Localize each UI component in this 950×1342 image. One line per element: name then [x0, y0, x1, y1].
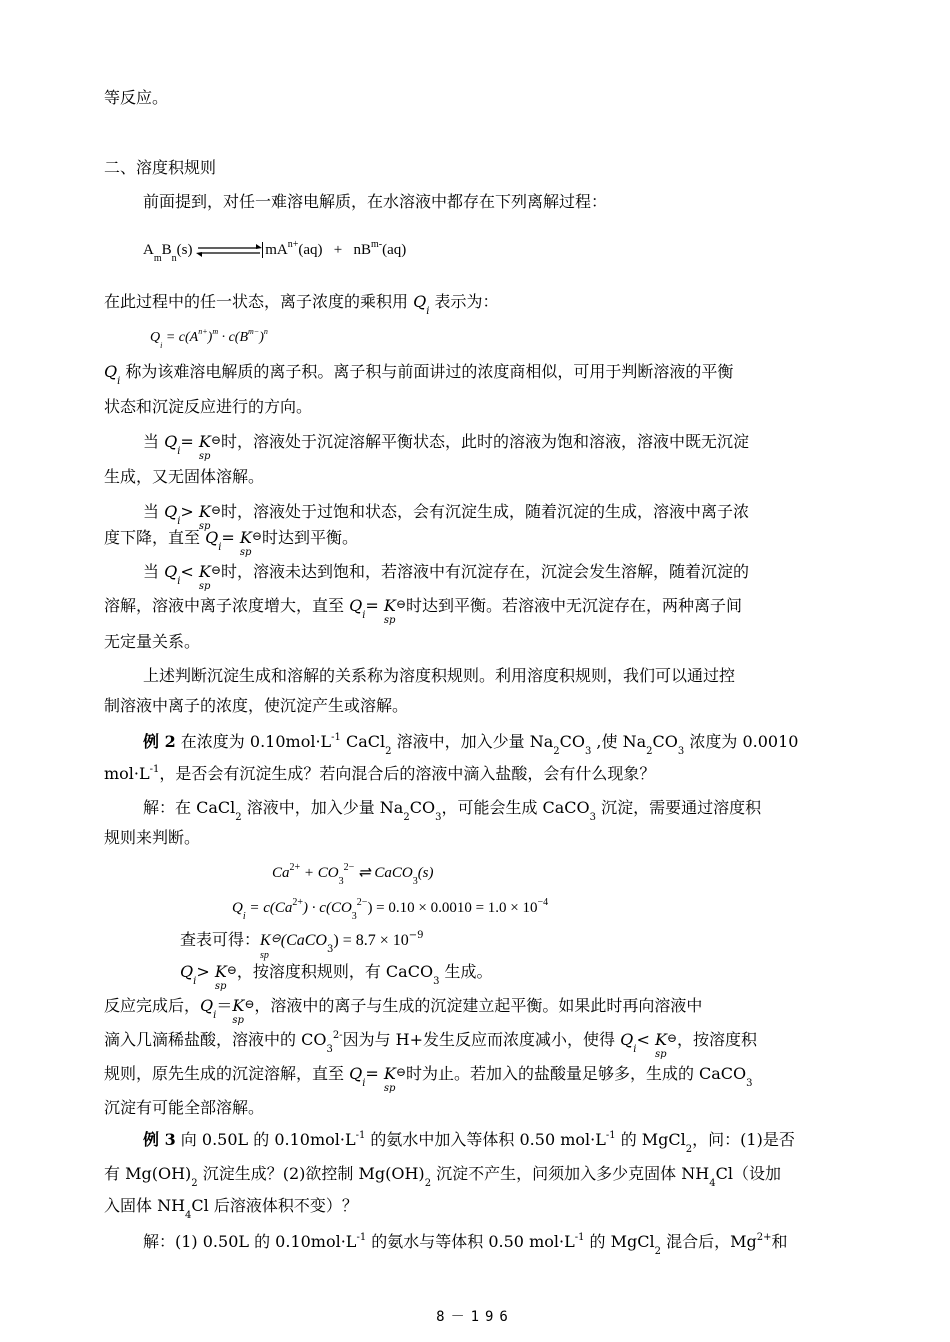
- text-line: 滴入几滴稀盐酸，溶液中的 $CO_3^{2-}$因为与 H+发生反应而浓度减小，使得 $Q_i<$ K⊖ sp ，按溶度积: [104, 1030, 757, 1060]
- text-line: 制溶液中离子的浓度，使沉淀产生或溶解。: [104, 696, 409, 715]
- text-line: 状态和沉淀反应进行的方向。: [104, 397, 313, 416]
- ion-product-calc: $Q_i = c(Ca^{2+}) \cdot c(CO_3^{2-}) = 0.10 \times 0.0010 = 1.0 \times 10^{-4}$: [232, 897, 549, 922]
- text-line: 反应完成后，$Q_i=K⊖$ sp ，溶液中的离子与生成的沉淀建立起平衡。如果此时再向溶液中: [104, 996, 703, 1026]
- text-line: 沉淀有可能全部溶解。: [104, 1098, 265, 1117]
- page-number: 8－196: [436, 1309, 514, 1325]
- text-line: 规则，原先生成的沉淀溶解，直至 $Q_i=$ K⊖ sp 时为止。若加入的盐酸量足够多，生成的 CaCO$_3$: [104, 1064, 753, 1094]
- text-line: 解：在 CaCl$_2$ 溶液中，加入少量 $Na_2CO_3$，可能会生成 CaCO$_3$ 沉淀，需要通过溶度积: [143, 798, 762, 823]
- text-line: 等反应。: [104, 88, 169, 107]
- text-line: 当 $Q_i=$ K⊖ sp 时，溶液处于沉淀溶解平衡状态，此时的溶液为饱和溶液，溶液中既无沉淀: [143, 432, 749, 462]
- reaction-equation: $Ca^{2+} + CO_3^{2-}$ ⇌ CaCO$_3$(s): [272, 862, 434, 887]
- text-line: 前面提到，对任一难溶电解质，在水溶液中都存在下列离解过程：: [143, 192, 608, 211]
- text-line: 溶解，溶液中离子浓度增大，直至 $Q_i=$ K⊖ sp 时达到平衡。若溶液中无沉淀存在，两种离子间: [104, 596, 742, 626]
- text-line: 解：(1) 0.50L 的 $0.10mol\cdot L^{-1}$ 的氨水与等体积 0.50 $mol\cdot L^{-1}$ 的 MgCl$_2$ 混合后，$Mg^{2+}$和: [143, 1232, 788, 1257]
- text-line: 上述判断沉淀生成和溶解的关系称为溶度积规则。利用溶度积规则，我们可以通过控: [143, 666, 736, 685]
- example-3-question: 例 3 向 0.50L 的 $0.10mol\cdot L^{-1}$ 的氨水中加入等体积 0.50 $mol\cdot L^{-1}$ 的 MgCl$_2$，问：(1)是否: [143, 1130, 795, 1155]
- text-line: $mol\cdot L^{-1}$，是否会有沉淀生成？若向混合后的溶液中滴入盐酸，会有什么现象？: [104, 764, 656, 783]
- text-line: 在此过程中的任一状态，离子浓度的乘积用 $Q_i$ 表示为：: [104, 292, 499, 317]
- text-line: $Q_i$ 称为该难溶电解质的离子积。离子积与前面讲过的浓度商相似，可用于判断溶液的平衡: [104, 362, 734, 387]
- text-line: 无定量关系。: [104, 632, 201, 651]
- section-heading: 二、溶度积规则: [104, 158, 217, 177]
- text-line: 规则来判断。: [104, 828, 201, 847]
- text-line: 当 $Q_i>$ K⊖ sp 时，溶液处于过饱和状态，会有沉淀生成，随着沉淀的生成，溶液中离子浓: [143, 502, 749, 532]
- dissolution-equation: $A_mB_n(s)$ $mA^{n+}(aq)$ + $nB^{m-}(aq)$: [143, 239, 407, 264]
- text-line: 当 $Q_i<$ K⊖ sp 时，溶液未达到饱和，若溶液中有沉淀存在，沉淀会发生溶解，随着沉淀的: [143, 562, 749, 592]
- text-line: 入固体 $NH_4Cl$ 后溶液体积不变）？: [104, 1196, 358, 1221]
- text-line: 度下降，直至 $Q_i=$ K⊖ sp 时达到平衡。: [104, 528, 358, 558]
- text-line: $Q_i>$ K⊖ sp ，按溶度积规则，有 CaCO$_3$ 生成。: [180, 962, 493, 992]
- text-line: 生成，又无固体溶解。: [104, 467, 265, 486]
- ksp-lookup: 查表可得：K⊖ sp (CaCO$_3$) = $8.7 \times 10^{-9}$: [180, 930, 424, 961]
- text-line: 有 $Mg(OH)_2$ 沉淀生成？(2)欲控制 $Mg(OH)_2$ 沉淀不产生，问须加入多少克固体 $NH_4Cl$（设加: [104, 1164, 781, 1189]
- equilibrium-arrow-icon: [196, 241, 262, 261]
- ion-product-formula: $Q_i = c(A^{n+})^m \cdot c(B^{m-})^n$: [150, 327, 268, 350]
- example-2-question: 例 2 在浓度为 $0.10mol\cdot L^{-1}$ CaCl$_2$ 溶液中，加入少量 $Na_2CO_3$ ,使 $Na_2CO_3$ 浓度为 0.0010: [143, 732, 799, 757]
